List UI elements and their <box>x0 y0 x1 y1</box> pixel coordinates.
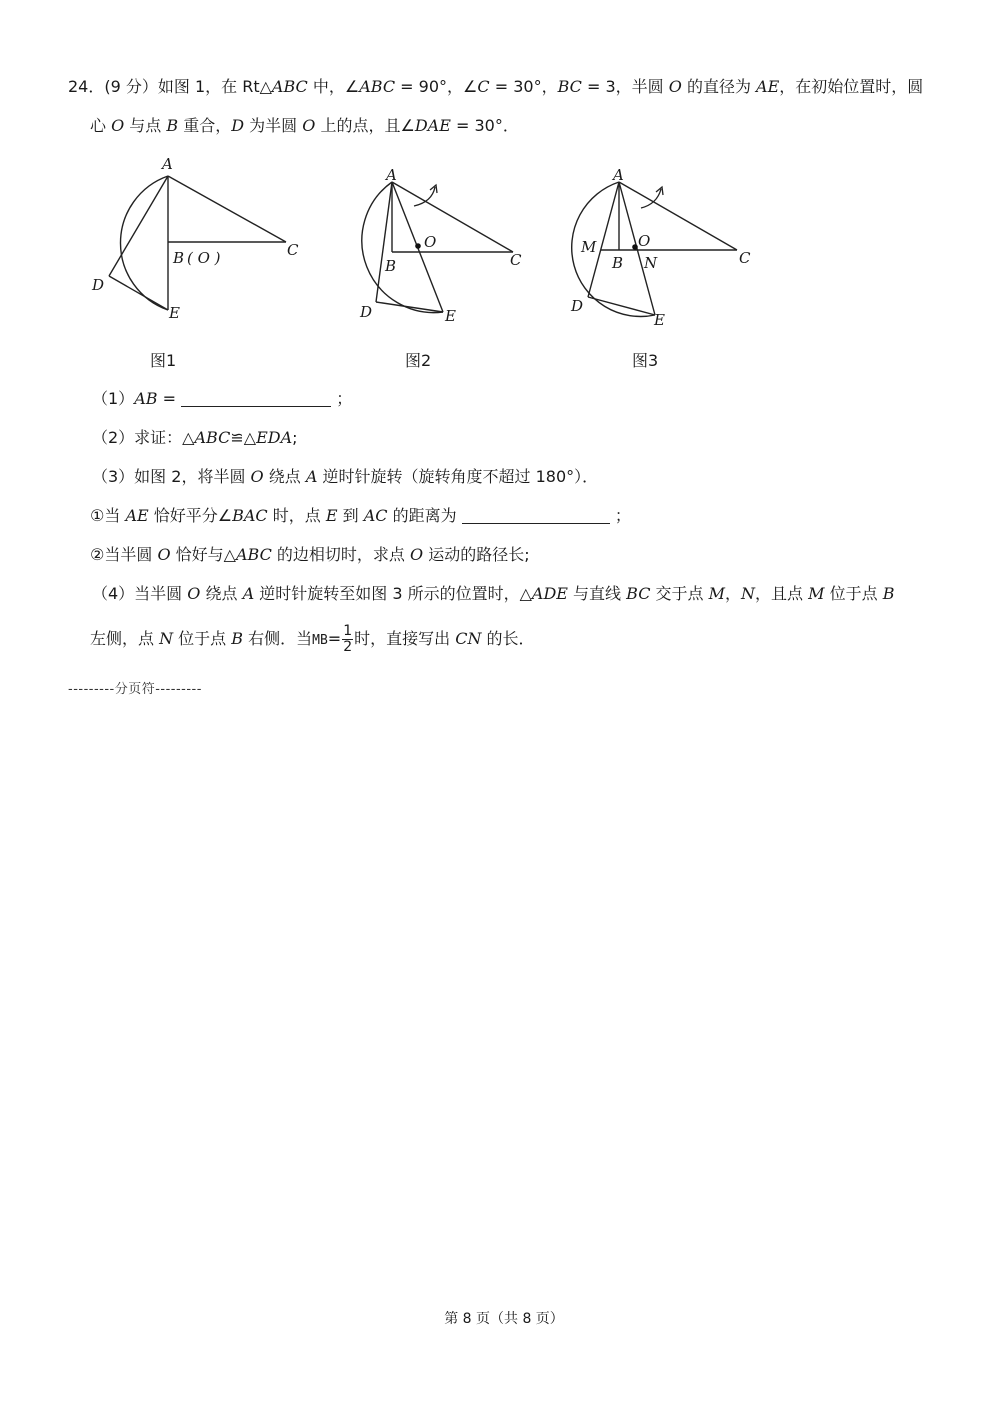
problem-line-2: 心 O 与点 B 重合，D 为半圆 O 上的点，且∠DAE = 30°． <box>90 116 519 135</box>
part-3-2: ②当半圆 O 恰好与△ABC 的边相切时，求点 O 运动的路径长; <box>90 545 530 564</box>
fig1-segment-de <box>109 276 168 310</box>
fig3-center-o <box>632 244 638 250</box>
fig1-label-o: ( O ) <box>187 249 221 267</box>
fig3-caption: 图3 <box>632 351 659 370</box>
fig3-label-b: B <box>612 254 624 272</box>
problem-line-1: 24．(9 分）如图 1，在 Rt△ABC 中，∠ABC = 90°，∠C = 30°，BC = 3，半圆 O 的直径为 AE，在初始位置时，圆 <box>68 77 924 96</box>
answer-blank-ab[interactable] <box>181 390 331 407</box>
fig1-segment-ad <box>109 176 168 276</box>
part-4-line-2: 左侧，点 N 位于点 B 右侧．当MB= $\frac{1}{2}$ 时，直接写出 CN 的长． <box>90 623 535 655</box>
fig1-semicircle <box>120 176 168 310</box>
fig2-label-c: C <box>510 251 522 269</box>
fig1-label-b: B <box>173 249 185 267</box>
answer-blank-distance[interactable] <box>462 507 610 524</box>
part-2: （2）求证：△ABC≌△EDA; <box>92 428 298 447</box>
fig1-side-ac <box>168 176 286 242</box>
fig2-center-o <box>415 243 421 249</box>
fig2-side-ac <box>392 182 513 252</box>
fig3-label-m: M <box>581 238 597 256</box>
fraction-one-half: $\frac{1}{2}$ <box>343 623 353 655</box>
figure-2 <box>338 160 548 330</box>
fig3-label-e: E <box>654 311 665 329</box>
page-footer: 第 8 页（共 8 页） <box>444 1311 564 1327</box>
fig3-segment-de <box>588 297 655 315</box>
figure-3 <box>565 160 765 330</box>
fig3-label-o: O <box>638 232 651 250</box>
fig2-label-b: B <box>385 257 397 275</box>
fig2-label-e: E <box>445 307 456 325</box>
fig3-label-n: N <box>644 254 658 272</box>
fig2-segment-ad <box>376 182 392 302</box>
figure-1 <box>80 150 320 330</box>
fig2-label-a: A <box>386 166 397 184</box>
fig2-label-o: O <box>424 233 437 251</box>
fig2-segment-de <box>376 302 443 312</box>
part-3-1: ①当 AE 恰好平分∠BAC 时，点 E 到 AC 的距离为 ； <box>90 506 631 525</box>
fig1-label-d: D <box>92 276 105 294</box>
fig2-label-d: D <box>360 303 373 321</box>
fig1-caption: 图1 <box>150 351 177 370</box>
part-3: （3）如图 2，将半圆 O 绕点 A 逆时针旋转（旋转角度不超过 180°）． <box>92 467 599 486</box>
fig1-label-e: E <box>169 304 180 322</box>
fig3-side-ac <box>619 182 737 250</box>
part-4-line-1: （4）当半圆 O 绕点 A 逆时针旋转至如图 3 所示的位置时，△ADE 与直线 BC 交于点 M，N，且点 M 位于点 B <box>92 584 895 603</box>
fig3-label-c: C <box>739 249 751 267</box>
page-break: ---------分页符--------- <box>68 682 202 697</box>
part-1: （1）AB = ； <box>92 389 353 408</box>
fig1-label-a: A <box>162 155 173 173</box>
fig2-caption: 图2 <box>405 351 432 370</box>
fig3-label-a: A <box>613 166 624 184</box>
fig3-label-d: D <box>571 297 584 315</box>
fig1-label-c: C <box>287 241 299 259</box>
